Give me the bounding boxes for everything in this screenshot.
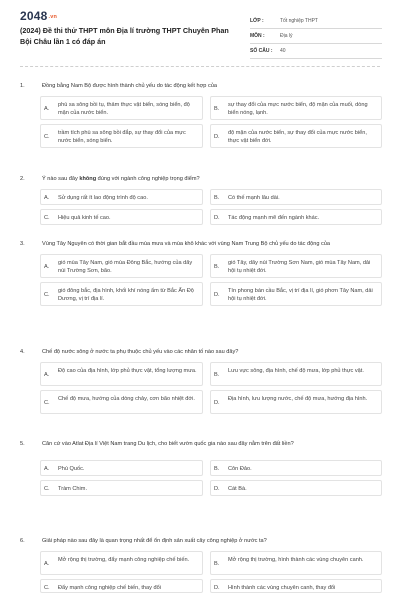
option-c[interactable]: C. Chế độ mưa, hướng của dòng chảy, cơn bão nhiệt đới. [40,390,203,414]
option-a[interactable]: A. Phú Quốc. [40,460,203,476]
question-4 [20,348,382,414]
option-a[interactable]: A. Mở rộng thị trường, đẩy mạnh công nghiệp chế biến. [40,551,203,575]
question-3 [20,240,382,306]
option-b[interactable]: B. Côn Đảo. [210,460,382,476]
option-b[interactable]: B. Có thế mạnh lâu dài. [210,189,382,205]
question-text: 3. Vùng Tây Nguyên có thời gian bắt đầu mùa mưa và mùa khô khác với vùng Nam Trung Bộ chủ yếu do tác động của [20,241,331,247]
options [40,454,382,490]
option-c[interactable]: C. Đẩy mạnh công nghiệp chế biến, thay đổi [40,579,203,593]
question-6 [20,537,382,603]
question-text: 5. Căn cứ vào Atlat Địa lí Việt Nam trang Du lịch, cho biết vườn quốc gia nào sau đây nằm trên đất liền? [20,441,294,447]
option-b[interactable]: B. Mở rộng thị trường, hình thành các vùng chuyên canh. [210,551,382,575]
option-b[interactable]: B. Lưu vực sông, địa hình, chế độ mưa, lớp phủ thực vật. [210,362,382,386]
question-1 [20,82,382,148]
option-d[interactable]: D. Tác động mạnh mẽ đến ngành khác. [210,209,382,225]
question-text: 1. Đồng bằng Nam Bộ được hình thành chủ yếu do tác động kết hợp của [20,83,217,89]
info-row-count: SỐ CÂU : 40 [250,44,382,59]
page-header [0,0,400,62]
options [40,362,382,414]
option-a[interactable]: A. Sử dụng rất ít lao động trình độ cao. [40,189,203,205]
question-5 [20,440,382,490]
option-c[interactable]: C. gió đông bắc, địa hình, khối khí nóng ẩm từ Bắc Ấn Độ Dương, vị trí địa lí. [40,282,203,306]
option-c[interactable]: C. trầm tích phù sa sông bồi đắp, sự thay đổi của mực nước biển, sóng biển. [40,124,203,148]
question-2 [20,175,382,225]
option-c[interactable]: C. Hiệu quả kinh tế cao. [40,209,203,225]
exam-title: (2024) Đề thi thử THPT môn Địa lí trường THPT Chuyên Phan Bội Châu lần 1 có đáp án [20,26,229,46]
option-b[interactable]: B. gió Tây, dãy núi Trường Sơn Nam, gió mùa Tây Nam, dải hội tụ nhiệt đới. [210,254,382,278]
option-c[interactable]: C. Tràm Chim. [40,480,203,496]
exam-info [250,14,382,59]
option-a[interactable]: A. phù sa sông bồi tụ, thảm thực vật biển, sóng biển, độ mặn của nước biển. [40,96,203,120]
options [40,551,382,603]
option-d[interactable]: D. Hình thành các vùng chuyên canh, thay đổi [210,579,382,593]
info-row-class: LỚP : Tốt nghiệp THPT [250,14,382,29]
option-a[interactable]: A. Độ cao của địa hình, lớp phủ thực vật, tổng lượng mưa. [40,362,203,386]
site-logo[interactable]: 2048.vn [20,9,58,23]
option-d[interactable]: D. độ mặn của nước biển, sự thay đổi của mực nước biển, thực vật biển đới. [210,124,382,148]
option-a[interactable]: A. gió mùa Tây Nam, gió mùa Đông Bắc, hướng của dãy núi Trường Sơn, bão. [40,254,203,278]
options [40,254,382,306]
header-divider [20,66,380,67]
options [40,96,382,148]
info-row-subject: MÔN : Địa lý [250,29,382,44]
question-text: 2. Ý nào sau đây không đúng với ngành công nghiệp trọng điểm? [20,176,200,182]
option-b[interactable]: B. sự thay đổi của mực nước biển, độ mặn của muối, dòng biển nóng, lạnh. [210,96,382,120]
question-text: 6. Giải pháp nào sau đây là quan trọng nhất để ổn định sản xuất cây công nghiệp ở nước ta? [20,538,267,544]
option-d[interactable]: D. Cát Bà. [210,480,382,496]
options [40,189,382,225]
question-text: 4. Chế độ nước sông ở nước ta phụ thuộc chủ yếu vào các nhân tố nào sau đây? [20,349,239,355]
option-d[interactable]: D. Địa hình, lưu lượng nước, chế độ mưa, hướng địa hình. [210,390,382,414]
option-d[interactable]: D. Tín phong bán cầu Bắc, vị trí địa lí, gió phơn Tây Nam, dải hội tụ nhiệt đới. [210,282,382,306]
